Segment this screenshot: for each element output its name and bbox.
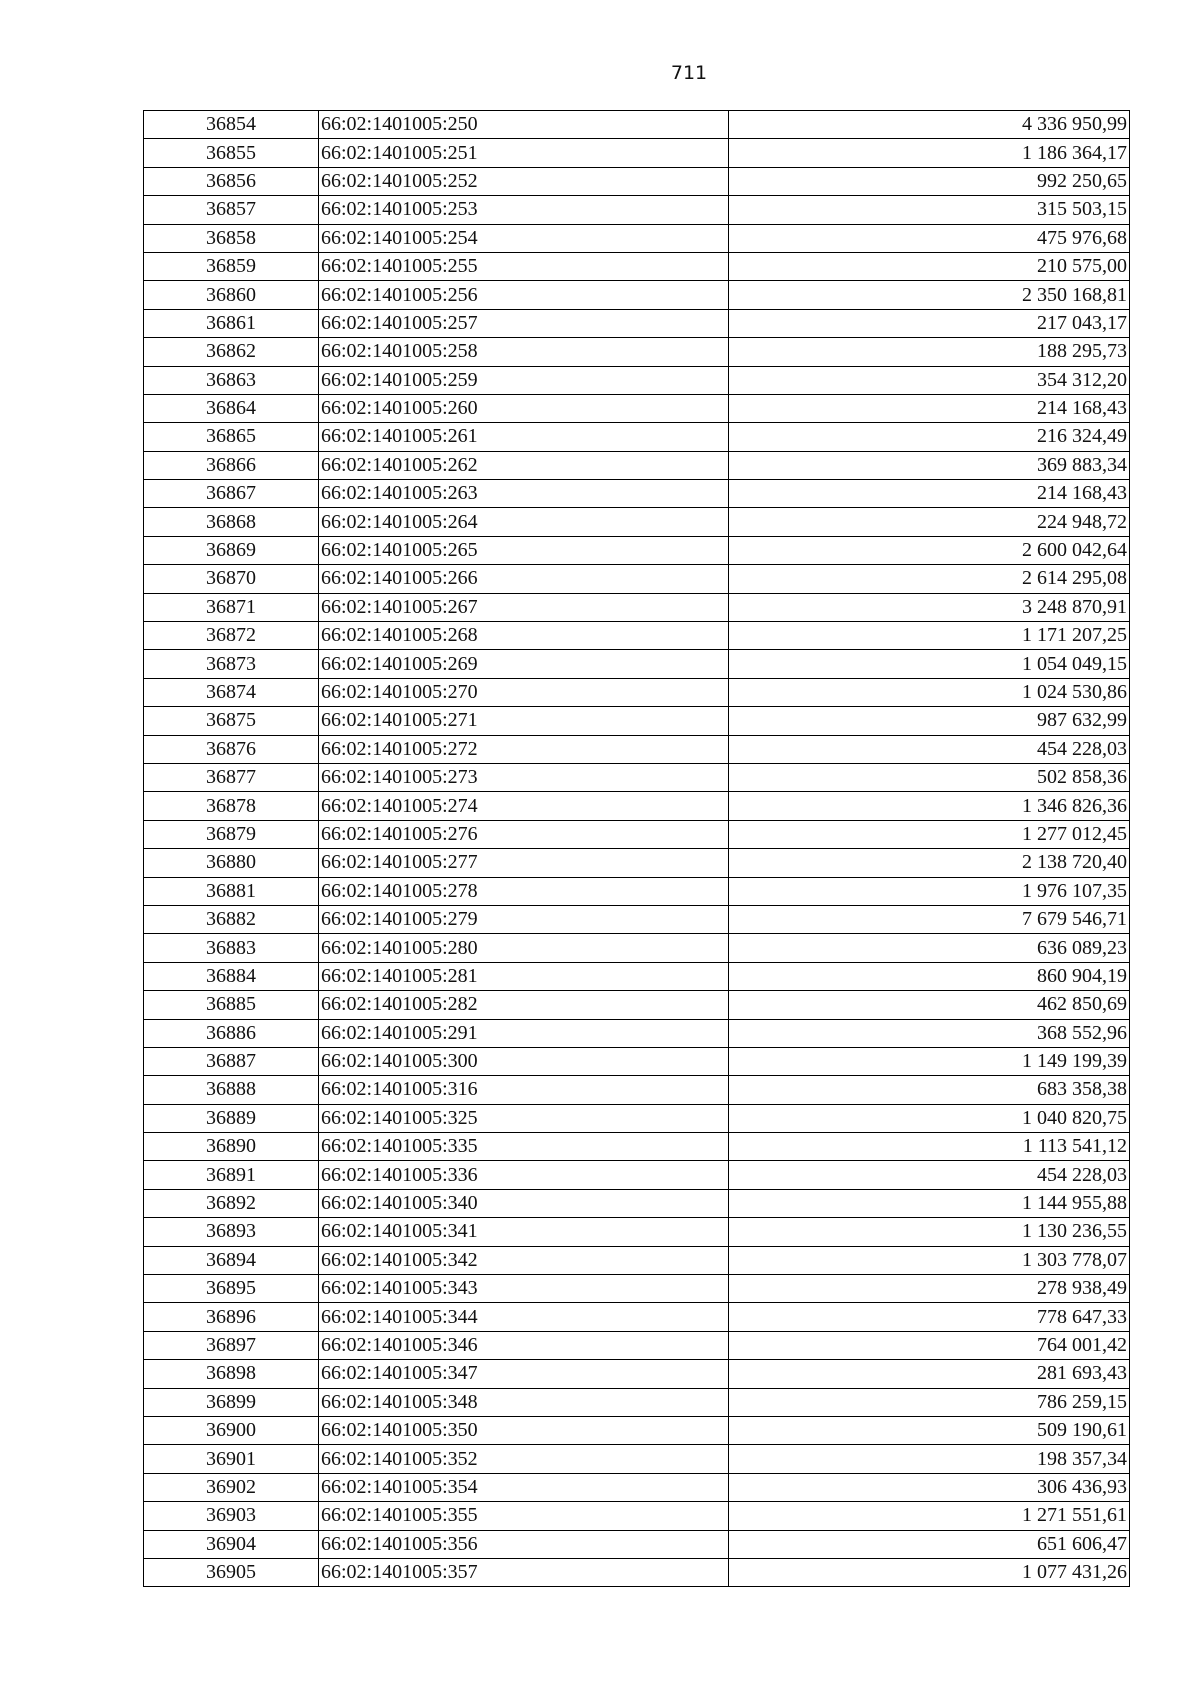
cadastral-number-cell: 66:02:1401005:269 (319, 650, 729, 678)
row-number-cell: 36879 (144, 820, 319, 848)
row-number-cell: 36885 (144, 991, 319, 1019)
row-number-cell: 36860 (144, 281, 319, 309)
cadastral-number-cell: 66:02:1401005:342 (319, 1246, 729, 1274)
table-row (144, 820, 1130, 848)
table-row (144, 877, 1130, 905)
cadastral-value-cell: 368 552,96 (729, 1019, 1130, 1047)
table-row (144, 1218, 1130, 1246)
cadastral-value-cell: 778 647,33 (729, 1303, 1130, 1331)
cadastral-number-cell: 66:02:1401005:273 (319, 763, 729, 791)
table-row (144, 1331, 1130, 1359)
table-row (144, 849, 1130, 877)
row-number-cell: 36863 (144, 366, 319, 394)
table-row (144, 394, 1130, 422)
cadastral-number-cell: 66:02:1401005:336 (319, 1161, 729, 1189)
table-row (144, 1047, 1130, 1075)
cadastral-value-cell: 1 277 012,45 (729, 820, 1130, 848)
cadastral-value-cell: 2 138 720,40 (729, 849, 1130, 877)
cadastral-value-cell: 1 077 431,26 (729, 1558, 1130, 1586)
table-row (144, 281, 1130, 309)
cadastral-value-cell: 454 228,03 (729, 1161, 1130, 1189)
cadastral-value-cell: 1 186 364,17 (729, 139, 1130, 167)
cadastral-value-cell: 224 948,72 (729, 508, 1130, 536)
cadastral-number-cell: 66:02:1401005:348 (319, 1388, 729, 1416)
cadastral-number-cell: 66:02:1401005:261 (319, 423, 729, 451)
table-row (144, 1530, 1130, 1558)
table-row (144, 622, 1130, 650)
table-row (144, 735, 1130, 763)
cadastral-number-cell: 66:02:1401005:270 (319, 678, 729, 706)
table-row (144, 338, 1130, 366)
cadastral-value-cell: 369 883,34 (729, 451, 1130, 479)
cadastral-number-cell: 66:02:1401005:267 (319, 593, 729, 621)
table-row (144, 763, 1130, 791)
row-number-cell: 36900 (144, 1416, 319, 1444)
row-number-cell: 36867 (144, 480, 319, 508)
row-number-cell: 36865 (144, 423, 319, 451)
row-number-cell: 36877 (144, 763, 319, 791)
table-row (144, 792, 1130, 820)
cadastral-number-cell: 66:02:1401005:280 (319, 934, 729, 962)
cadastral-value-cell: 1 149 199,39 (729, 1047, 1130, 1075)
cadastral-value-cell: 217 043,17 (729, 309, 1130, 337)
cadastral-value-cell: 3 248 870,91 (729, 593, 1130, 621)
row-number-cell: 36871 (144, 593, 319, 621)
cadastral-number-cell: 66:02:1401005:250 (319, 111, 729, 139)
cadastral-number-cell: 66:02:1401005:316 (319, 1076, 729, 1104)
table-row (144, 962, 1130, 990)
cadastral-number-cell: 66:02:1401005:350 (319, 1416, 729, 1444)
cadastral-number-cell: 66:02:1401005:279 (319, 905, 729, 933)
cadastral-number-cell: 66:02:1401005:355 (319, 1502, 729, 1530)
row-number-cell: 36876 (144, 735, 319, 763)
cadastral-value-cell: 1 054 049,15 (729, 650, 1130, 678)
row-number-cell: 36884 (144, 962, 319, 990)
cadastral-number-cell: 66:02:1401005:265 (319, 536, 729, 564)
cadastral-number-cell: 66:02:1401005:272 (319, 735, 729, 763)
row-number-cell: 36861 (144, 309, 319, 337)
row-number-cell: 36864 (144, 394, 319, 422)
row-number-cell: 36874 (144, 678, 319, 706)
row-number-cell: 36862 (144, 338, 319, 366)
row-number-cell: 36899 (144, 1388, 319, 1416)
cadastral-number-cell: 66:02:1401005:253 (319, 196, 729, 224)
cadastral-number-cell: 66:02:1401005:264 (319, 508, 729, 536)
cadastral-value-cell: 1 024 530,86 (729, 678, 1130, 706)
cadastral-value-cell: 454 228,03 (729, 735, 1130, 763)
row-number-cell: 36894 (144, 1246, 319, 1274)
table-row (144, 1502, 1130, 1530)
cadastral-value-cell: 992 250,65 (729, 167, 1130, 195)
table-row (144, 1473, 1130, 1501)
cadastral-number-cell: 66:02:1401005:251 (319, 139, 729, 167)
table-row (144, 650, 1130, 678)
cadastral-value-cell: 1 040 820,75 (729, 1104, 1130, 1132)
page-number: 711 (670, 62, 708, 84)
cadastral-value-cell: 1 130 236,55 (729, 1218, 1130, 1246)
row-number-cell: 36875 (144, 707, 319, 735)
cadastral-number-cell: 66:02:1401005:356 (319, 1530, 729, 1558)
table-row (144, 1019, 1130, 1047)
row-number-cell: 36880 (144, 849, 319, 877)
cadastral-number-cell: 66:02:1401005:262 (319, 451, 729, 479)
cadastral-number-cell: 66:02:1401005:274 (319, 792, 729, 820)
cadastral-value-cell: 2 600 042,64 (729, 536, 1130, 564)
cadastral-number-cell: 66:02:1401005:340 (319, 1189, 729, 1217)
cadastral-number-cell: 66:02:1401005:291 (319, 1019, 729, 1047)
cadastral-value-cell: 1 144 955,88 (729, 1189, 1130, 1217)
table-row (144, 224, 1130, 252)
table-row (144, 1558, 1130, 1586)
cadastral-value-cell: 1 303 778,07 (729, 1246, 1130, 1274)
table-row (144, 678, 1130, 706)
table-row (144, 1076, 1130, 1104)
table-row (144, 480, 1130, 508)
table-row (144, 1275, 1130, 1303)
cadastral-value-cell: 210 575,00 (729, 252, 1130, 280)
cadastral-number-cell: 66:02:1401005:325 (319, 1104, 729, 1132)
row-number-cell: 36872 (144, 622, 319, 650)
row-number-cell: 36901 (144, 1445, 319, 1473)
cadastral-value-cell: 1 346 826,36 (729, 792, 1130, 820)
cadastral-number-cell: 66:02:1401005:278 (319, 877, 729, 905)
cadastral-value-cell: 278 938,49 (729, 1275, 1130, 1303)
table-row (144, 565, 1130, 593)
table-row (144, 707, 1130, 735)
cadastral-number-cell: 66:02:1401005:256 (319, 281, 729, 309)
cadastral-number-cell: 66:02:1401005:341 (319, 1218, 729, 1246)
table-row (144, 252, 1130, 280)
cadastral-value-cell: 502 858,36 (729, 763, 1130, 791)
table-row (144, 1246, 1130, 1274)
table-row (144, 991, 1130, 1019)
row-number-cell: 36856 (144, 167, 319, 195)
cadastral-value-cell: 987 632,99 (729, 707, 1130, 735)
cadastral-number-cell: 66:02:1401005:347 (319, 1360, 729, 1388)
cadastral-number-cell: 66:02:1401005:268 (319, 622, 729, 650)
table-row (144, 366, 1130, 394)
row-number-cell: 36858 (144, 224, 319, 252)
row-number-cell: 36855 (144, 139, 319, 167)
cadastral-value-cell: 683 358,38 (729, 1076, 1130, 1104)
cadastral-number-cell: 66:02:1401005:258 (319, 338, 729, 366)
cadastral-value-cell: 636 089,23 (729, 934, 1130, 962)
row-number-cell: 36887 (144, 1047, 319, 1075)
cadastral-number-cell: 66:02:1401005:277 (319, 849, 729, 877)
cadastral-value-cell: 2 614 295,08 (729, 565, 1130, 593)
row-number-cell: 36882 (144, 905, 319, 933)
row-number-cell: 36881 (144, 877, 319, 905)
cadastral-value-cell: 7 679 546,71 (729, 905, 1130, 933)
table-row (144, 167, 1130, 195)
cadastral-value-cell: 786 259,15 (729, 1388, 1130, 1416)
cadastral-number-cell: 66:02:1401005:276 (319, 820, 729, 848)
row-number-cell: 36891 (144, 1161, 319, 1189)
cadastral-number-cell: 66:02:1401005:255 (319, 252, 729, 280)
cadastral-value-cell: 1 171 207,25 (729, 622, 1130, 650)
row-number-cell: 36895 (144, 1275, 319, 1303)
cadastral-value-cell: 4 336 950,99 (729, 111, 1130, 139)
row-number-cell: 36854 (144, 111, 319, 139)
cadastral-value-cell: 860 904,19 (729, 962, 1130, 990)
table-row (144, 1133, 1130, 1161)
table-row (144, 1161, 1130, 1189)
row-number-cell: 36904 (144, 1530, 319, 1558)
table-row (144, 1303, 1130, 1331)
cadastral-value-cell: 281 693,43 (729, 1360, 1130, 1388)
cadastral-value-cell: 198 357,34 (729, 1445, 1130, 1473)
table-row (144, 1388, 1130, 1416)
cadastral-number-cell: 66:02:1401005:259 (319, 366, 729, 394)
table-row (144, 423, 1130, 451)
cadastral-value-cell: 1 271 551,61 (729, 1502, 1130, 1530)
cadastral-value-cell: 315 503,15 (729, 196, 1130, 224)
row-number-cell: 36878 (144, 792, 319, 820)
cadastral-number-cell: 66:02:1401005:335 (319, 1133, 729, 1161)
cadastral-value-cell: 462 850,69 (729, 991, 1130, 1019)
table-row (144, 1416, 1130, 1444)
cadastral-value-cell: 1 113 541,12 (729, 1133, 1130, 1161)
cadastral-number-cell: 66:02:1401005:357 (319, 1558, 729, 1586)
row-number-cell: 36869 (144, 536, 319, 564)
row-number-cell: 36859 (144, 252, 319, 280)
table-row (144, 111, 1130, 139)
table-row (144, 905, 1130, 933)
cadastral-value-table (143, 110, 1130, 1587)
table-row (144, 508, 1130, 536)
cadastral-number-cell: 66:02:1401005:354 (319, 1473, 729, 1501)
table-body (144, 111, 1130, 1587)
cadastral-number-cell: 66:02:1401005:266 (319, 565, 729, 593)
row-number-cell: 36898 (144, 1360, 319, 1388)
cadastral-number-cell: 66:02:1401005:346 (319, 1331, 729, 1359)
cadastral-number-cell: 66:02:1401005:282 (319, 991, 729, 1019)
row-number-cell: 36870 (144, 565, 319, 593)
cadastral-value-cell: 475 976,68 (729, 224, 1130, 252)
cadastral-number-cell: 66:02:1401005:352 (319, 1445, 729, 1473)
row-number-cell: 36903 (144, 1502, 319, 1530)
cadastral-value-cell: 214 168,43 (729, 480, 1130, 508)
row-number-cell: 36892 (144, 1189, 319, 1217)
table-row (144, 139, 1130, 167)
row-number-cell: 36873 (144, 650, 319, 678)
row-number-cell: 36893 (144, 1218, 319, 1246)
row-number-cell: 36866 (144, 451, 319, 479)
table-row (144, 1189, 1130, 1217)
row-number-cell: 36886 (144, 1019, 319, 1047)
cadastral-value-cell: 188 295,73 (729, 338, 1130, 366)
cadastral-number-cell: 66:02:1401005:343 (319, 1275, 729, 1303)
row-number-cell: 36890 (144, 1133, 319, 1161)
table-row (144, 196, 1130, 224)
cadastral-number-cell: 66:02:1401005:254 (319, 224, 729, 252)
row-number-cell: 36888 (144, 1076, 319, 1104)
cadastral-value-cell: 764 001,42 (729, 1331, 1130, 1359)
cadastral-number-cell: 66:02:1401005:300 (319, 1047, 729, 1075)
row-number-cell: 36896 (144, 1303, 319, 1331)
table-row (144, 536, 1130, 564)
row-number-cell: 36902 (144, 1473, 319, 1501)
cadastral-number-cell: 66:02:1401005:252 (319, 167, 729, 195)
cadastral-number-cell: 66:02:1401005:281 (319, 962, 729, 990)
table-row (144, 593, 1130, 621)
row-number-cell: 36905 (144, 1558, 319, 1586)
table-row (144, 451, 1130, 479)
cadastral-value-cell: 651 606,47 (729, 1530, 1130, 1558)
table-row (144, 934, 1130, 962)
table-row (144, 1445, 1130, 1473)
cadastral-number-cell: 66:02:1401005:263 (319, 480, 729, 508)
cadastral-value-cell: 216 324,49 (729, 423, 1130, 451)
cadastral-value-cell: 1 976 107,35 (729, 877, 1130, 905)
cadastral-value-cell: 306 436,93 (729, 1473, 1130, 1501)
row-number-cell: 36857 (144, 196, 319, 224)
cadastral-number-cell: 66:02:1401005:271 (319, 707, 729, 735)
cadastral-value-cell: 509 190,61 (729, 1416, 1130, 1444)
row-number-cell: 36883 (144, 934, 319, 962)
table-row (144, 309, 1130, 337)
row-number-cell: 36868 (144, 508, 319, 536)
cadastral-number-cell: 66:02:1401005:344 (319, 1303, 729, 1331)
row-number-cell: 36889 (144, 1104, 319, 1132)
cadastral-value-cell: 2 350 168,81 (729, 281, 1130, 309)
cadastral-number-cell: 66:02:1401005:257 (319, 309, 729, 337)
table-row (144, 1104, 1130, 1132)
row-number-cell: 36897 (144, 1331, 319, 1359)
cadastral-number-cell: 66:02:1401005:260 (319, 394, 729, 422)
table-row (144, 1360, 1130, 1388)
cadastral-value-cell: 354 312,20 (729, 366, 1130, 394)
cadastral-value-cell: 214 168,43 (729, 394, 1130, 422)
